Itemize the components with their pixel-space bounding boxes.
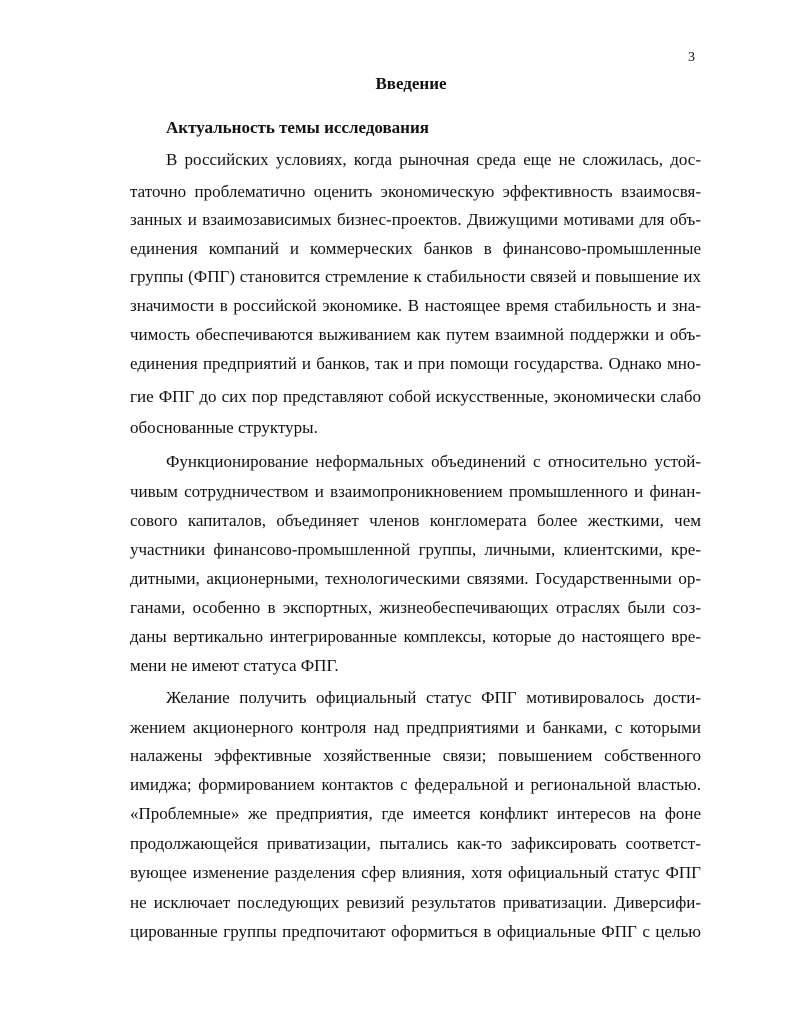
text-line: цированные группы предпочитают оформиться в официальные ФПГ с целью <box>130 922 701 941</box>
text-line: вующее изменение разделения сфер влияния, хотя официальный статус ФПГ <box>130 863 701 882</box>
text-line: чимость обеспечиваются выживанием как путем взаимной поддержки и объ- <box>130 325 701 344</box>
text-line: единения предприятий и банков, так и при помощи государства. Однако мно- <box>130 354 701 373</box>
text-line: группы (ФПГ) становится стремление к стабильности связей и повышение их <box>130 267 701 286</box>
text-line: чивым сотрудничеством и взаимопроникновением промышленного и финан- <box>130 482 701 501</box>
text-line: гие ФПГ до сих пор представляют собой искусственные, экономически слабо <box>130 387 701 406</box>
text-line: сового капиталов, объединяет членов конгломерата более жесткими, чем <box>130 511 701 530</box>
text-line: В российских условиях, когда рыночная среда еще не сложилась, дос- <box>166 150 701 169</box>
text-line: налажены эффективные хозяйственные связи; повышением собственного <box>130 746 701 765</box>
text-line: мени не имеют статуса ФПГ. <box>130 656 339 675</box>
text-line: продолжающейся приватизации, пытались как-то зафиксировать соответст- <box>130 834 701 853</box>
text-line: не исключает последующих ревизий результатов приватизации. Диверсифи- <box>130 893 701 912</box>
text-line: имиджа; формированием контактов с федеральной и региональной властью. <box>130 775 701 794</box>
text-line: единения компаний и коммерческих банков в финансово-промышленные <box>130 239 701 258</box>
subsection-heading: Актуальность темы исследования <box>166 118 429 137</box>
text-line: жением акционерного контроля над предприятиями и банками, с которыми <box>130 718 701 737</box>
text-line: дитными, акционерными, технологическими связями. Государственными ор- <box>130 569 701 588</box>
text-line: таточно проблематично оценить экономическую эффективность взаимосвя- <box>130 182 701 201</box>
text-line: участники финансово-промышленной группы, личными, клиентскими, кре- <box>130 540 701 559</box>
text-line: «Проблемные» же предприятия, где имеется конфликт интересов на фоне <box>130 804 701 823</box>
section-heading: Введение <box>375 74 447 93</box>
text-line: Желание получить официальный статус ФПГ мотивировалось дости- <box>166 688 701 707</box>
page-number: 3 <box>688 50 695 65</box>
text-line: Функционирование неформальных объединений с относительно устой- <box>166 452 701 471</box>
text-line: ганами, особенно в экспортных, жизнеобеспечивающих отраслях были соз- <box>130 598 701 617</box>
text-line: значимости в российской экономике. В настоящее время стабильность и зна- <box>130 296 701 315</box>
text-line: даны вертикально интегрированные комплексы, которые до настоящего вре- <box>130 627 701 646</box>
text-line: занных и взаимозависимых бизнес-проектов. Движущими мотивами для объ- <box>130 210 701 229</box>
text-line: обоснованные структуры. <box>130 418 318 437</box>
